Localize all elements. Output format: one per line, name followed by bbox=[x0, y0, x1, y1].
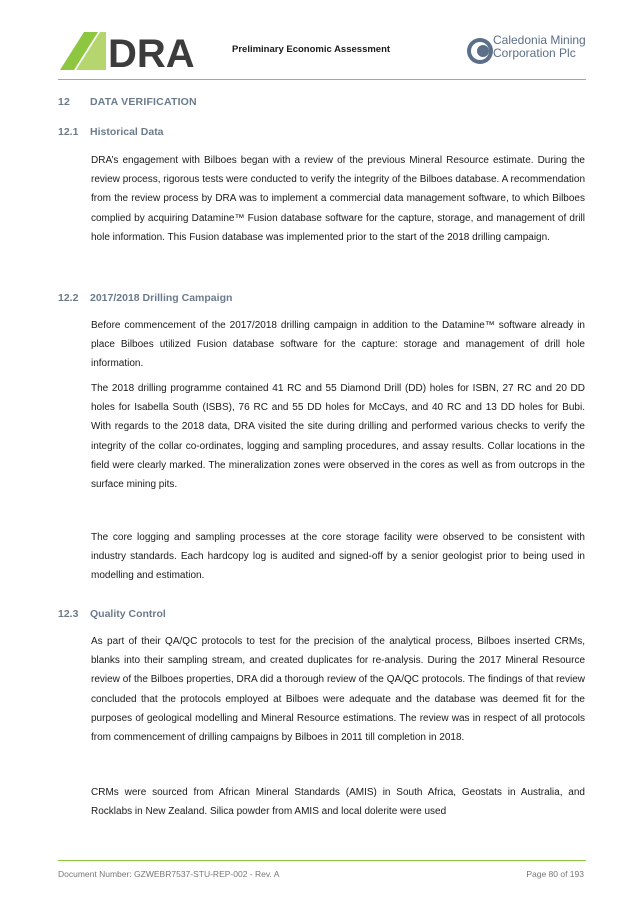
header-divider bbox=[58, 79, 586, 80]
subsection-heading-12-2 bbox=[58, 292, 232, 304]
paragraph: The 2018 drilling programme contained 41 RC and 55 Diamond Drill (DD) holes for ISBN, 27 RC and 20 DD holes for Isabella South (ISBS), 76 RC and 55 DD holes for McCays, and 40 RC and 13 DD holes for Bubi. With regards to the 2018 data, DRA visited the site during drilling and performed various checks to verify the integrity of the collar co-ordinates, logging and sampling procedures, and assay results. Collar locations in the field were clearly marked. The mineralization zones were observed in the cores as well as from outcrops in the surface mining pits. bbox=[91, 383, 585, 491]
paragraph: CRMs were sourced from African Mineral Standards (AMIS) in South Africa, Geostats in Australia, and Rocklabs in New Zealand. Silica powder from AMIS and local dolerite were used bbox=[91, 787, 585, 818]
page-header bbox=[0, 0, 644, 80]
subsection-title: Quality Control bbox=[90, 608, 166, 620]
document-number: Document Number: GZWEBR7537-STU-REP-002 - Rev. A bbox=[58, 869, 280, 879]
dra-logo-icon bbox=[60, 32, 202, 70]
paragraph: As part of their QA/QC protocols to test for the precision of the analytical process, Bilboes inserted CRMs, blanks into their sampling stream, and created duplicates for re-analysis. During the 2017 Mineral Resource review of the Bilboes properties, DRA did a thorough review of the QA/QC protocols. The findings of that review concluded that the protocols employed at Bilboes were adequate and the database was deemed fit for the purposes of geological modelling and Mineral Resource estimations. The review was in respect of all protocols from commencement of drilling campaigns by Bilboes in 2011 till completion in 2018. bbox=[91, 636, 585, 744]
page-number: Page 80 of 193 bbox=[526, 869, 584, 879]
caledonia-logo-text bbox=[493, 34, 586, 60]
caledonia-line1: Caledonia Mining bbox=[493, 33, 586, 47]
dra-logo-text: DRA bbox=[108, 32, 195, 70]
subsection-number: 12.1 bbox=[58, 126, 79, 138]
subsection-number: 12.2 bbox=[58, 292, 79, 304]
footer-divider bbox=[58, 860, 586, 861]
header-title: Preliminary Economic Assessment bbox=[232, 44, 391, 55]
section-heading bbox=[58, 96, 197, 108]
paragraph: DRA’s engagement with Bilboes began with a review of the previous Mineral Resource estimate. During the review process, rigorous tests were conducted to verify the integrity of the Bilboes database. A recommendation from the review process by DRA was to implement a commercial data management software, to which Bilboes complied by acquiring Datamine™ Fusion database software for the capture, storage, and management of drill hole information. This Fusion database was implemented prior to the start of the 2018 drilling campaign. bbox=[91, 155, 585, 243]
paragraph: The core logging and sampling processes at the core storage facility were observed to be consistent with industry standards. Each hardcopy log is audited and signed-off by a senior geologist prior to being used in modelling and estimation. bbox=[91, 532, 585, 582]
subsection-heading-12-3 bbox=[58, 608, 166, 620]
section-title: DATA VERIFICATION bbox=[90, 96, 197, 108]
subsection-heading-12-1 bbox=[58, 126, 164, 138]
subsection-title: Historical Data bbox=[90, 126, 164, 138]
subsection-number: 12.3 bbox=[58, 608, 79, 620]
subsection-title: 2017/2018 Drilling Campaign bbox=[90, 292, 233, 304]
paragraph: Before commencement of the 2017/2018 drilling campaign in addition to the Datamine™ software already in place Bilboes utilized Fusion database software for the capture: storage and management of drill hole information. bbox=[91, 320, 585, 370]
caledonia-line2: Corporation Plc bbox=[493, 46, 576, 60]
section-number: 12 bbox=[58, 96, 71, 108]
